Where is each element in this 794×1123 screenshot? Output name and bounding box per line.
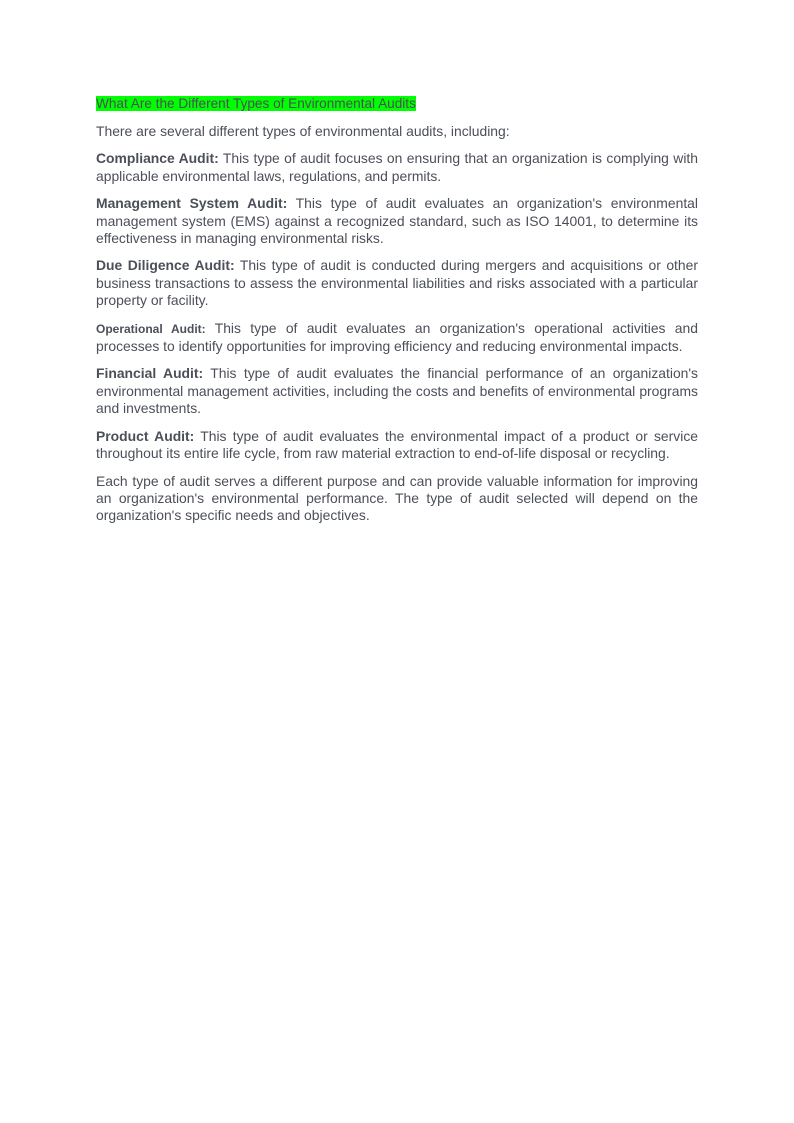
audit-description: This type of audit is conducted during mergers and acquisitions or other business transactions to assess the environmental liabilities and risks associated with a particular property or facility. [96,257,698,309]
audit-term: Financial Audit: [96,365,204,382]
audit-paragraph-product [96,428,698,463]
audit-paragraph-compliance [96,150,698,185]
audit-description: This type of audit focuses on ensuring that an organization is complying with applicable environmental laws, regulations, and permits. [96,150,699,184]
audit-paragraph-financial [96,365,698,417]
audit-description: This type of audit evaluates the environmental impact of a product or service throughout its entire life cycle, from raw material extraction to end-of-life disposal or recycling. [96,427,698,462]
audit-term: Operational Audit: [96,321,206,336]
highlighted-heading: What Are the Different Types of Environmental Audits [96,96,416,111]
audit-description: This type of audit evaluates the financial performance of an organization's environmental management activities, including the costs and benefits of environmental programs and investments. [96,365,698,417]
page-title [96,96,416,112]
intro-paragraph: There are several different types of environmental audits, including: [96,123,510,139]
audit-description: This type of audit evaluates an organization's operational activities and processes to identify opportunities for improving efficiency and reducing environmental impacts. [96,319,698,355]
audit-term: Management System Audit: [96,195,288,212]
audit-term: Product Audit: [96,427,195,444]
audit-paragraph-operational [96,320,698,356]
audit-term: Compliance Audit: [96,150,219,167]
audit-term: Due Diligence Audit: [96,257,235,274]
audit-paragraph-management-system [96,195,698,247]
audit-description: This type of audit evaluates an organization's environmental management system (EMS) against a recognized standard, such as ISO 14001, to determine its effectiveness in managing environmental risks. [96,195,698,247]
conclusion-paragraph: Each type of audit serves a different purpose and can provide valuable information for improving an organization's environmental performance. The type of audit selected will depend on the organization's specific needs and objectives. [96,472,698,524]
audit-paragraph-due-diligence [96,257,698,309]
document-page [96,95,698,535]
